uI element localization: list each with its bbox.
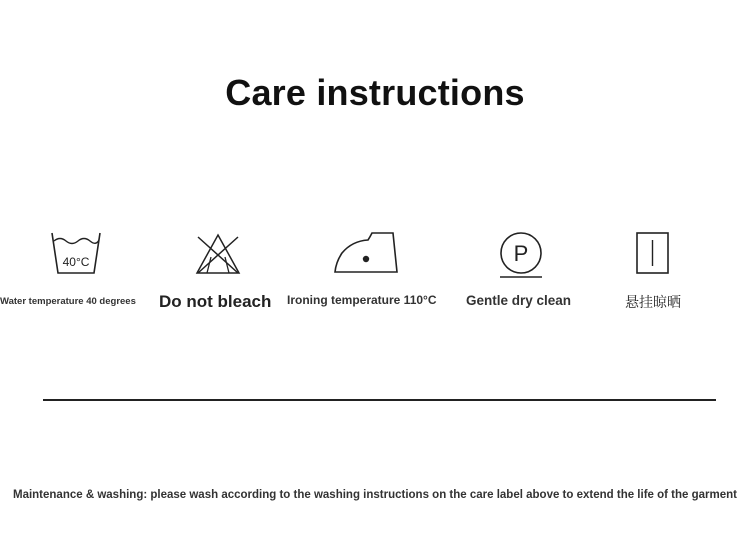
no-bleach-icon (192, 231, 244, 282)
footer-note: Maintenance & washing: please wash according to the washing instructions on the care label above to extend the life of the garment (12, 489, 737, 501)
wash-temp-text: 40°C (62, 255, 90, 269)
label-hang-dry: 悬挂晾晒 (625, 294, 681, 310)
hang-dry-icon (635, 231, 671, 282)
divider-line (43, 399, 716, 401)
dry-clean-letter: P (513, 241, 529, 266)
label-dry-clean: Gentle dry clean (466, 293, 572, 308)
label-iron: Ironing temperature 110°C (287, 293, 437, 307)
label-wash: Water temperature 40 degrees (0, 296, 136, 307)
page-title: Care instructions (225, 72, 525, 113)
iron-icon (332, 229, 400, 280)
label-no-bleach: Do not bleach (159, 292, 272, 311)
wash-tub-icon (50, 230, 102, 281)
dry-clean-p-icon (497, 230, 545, 283)
